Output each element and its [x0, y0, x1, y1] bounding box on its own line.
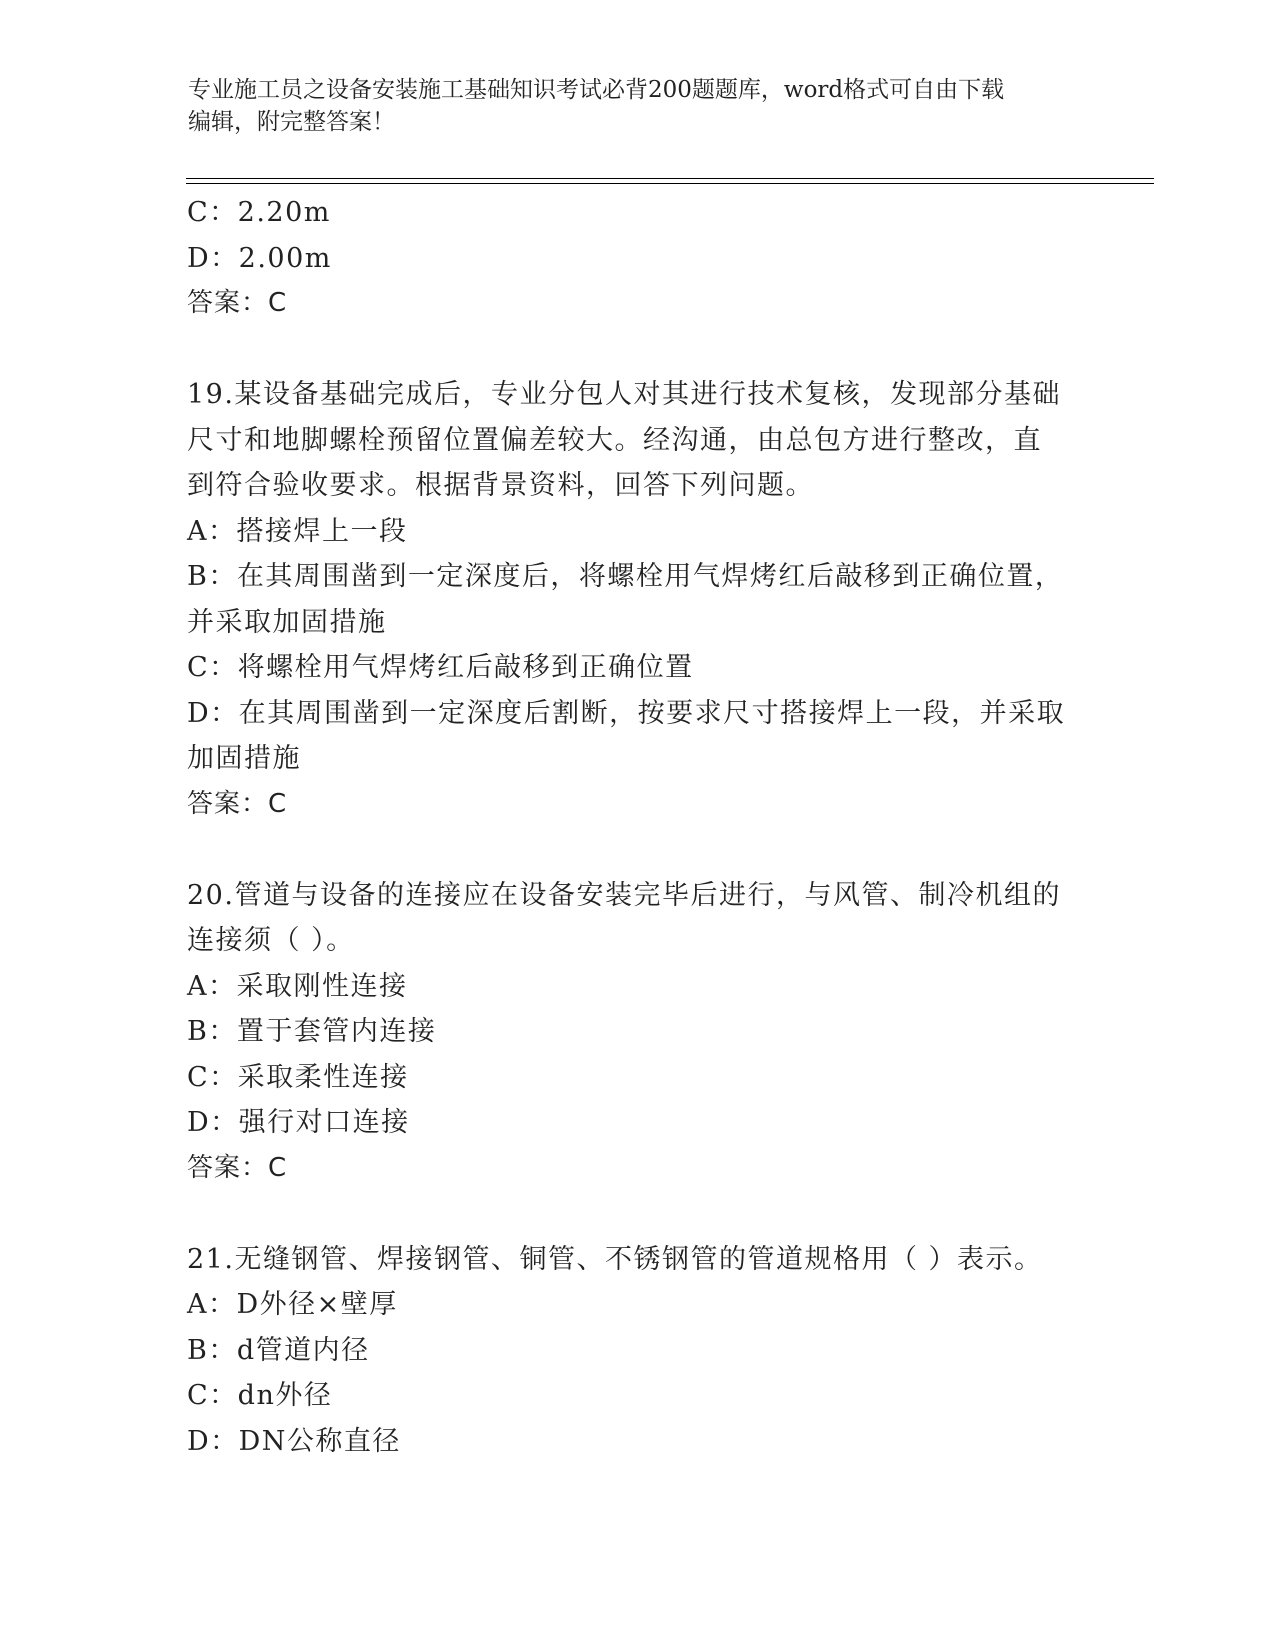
option-d-continued: 加固措施 — [187, 743, 301, 774]
option-d: D：DN公称直径 — [187, 1425, 401, 1457]
option-c: C：将螺栓用气焊烤红后敲移到正确位置 — [187, 652, 694, 683]
answer-line: 答案：C — [187, 788, 288, 819]
question-21 — [187, 1237, 1087, 1465]
option-b: B：d管道内径 — [187, 1334, 370, 1366]
header-divider-top — [186, 178, 1154, 179]
option-a: A：搭接焊上一段 — [187, 515, 408, 547]
option-b-continued: 并采取加固措施 — [187, 606, 387, 638]
header-divider-bottom — [186, 183, 1154, 184]
option-a: A：采取刚性连接 — [187, 970, 408, 1002]
option-c: C：采取柔性连接 — [187, 1061, 409, 1093]
option-c: C：dn外径 — [187, 1380, 333, 1411]
option-d: D：强行对口连接 — [187, 1107, 410, 1138]
question-19 — [187, 372, 1087, 827]
option-d: D：在其周围凿到一定深度后割断，按要求尺寸搭接焊上一段，并采取 — [187, 697, 1066, 729]
option-c: C：2.20m — [187, 197, 331, 228]
page-header — [188, 74, 1088, 138]
header-line-1: 专业施工员之设备安装施工基础知识考试必背200题题库，word格式可自由下载 — [188, 77, 1005, 103]
question-stem-line: 19.某设备基础完成后，专业分包人对其进行技术复核，发现部分基础 — [187, 379, 1061, 410]
spacer — [187, 827, 1087, 873]
header-line-2: 编辑，附完整答案！ — [188, 109, 395, 135]
option-d: D：2.00m — [187, 242, 332, 274]
question-stem-line: 连接须（ ）。 — [187, 925, 355, 956]
question-stem-line: 到符合验收要求。根据背景资料，回答下列问题。 — [187, 470, 814, 501]
question-20 — [187, 873, 1087, 1192]
option-b: B：在其周围凿到一定深度后，将螺栓用气焊烤红后敲移到正确位置， — [187, 561, 1064, 592]
option-b: B：置于套管内连接 — [187, 1016, 437, 1047]
question-stem-line: 尺寸和地脚螺栓预留位置偏差较大。经沟通，由总包方进行整改，直 — [187, 424, 1042, 456]
previous-question-tail — [187, 190, 1087, 327]
question-stem-line: 21.无缝钢管、焊接钢管、铜管、不锈钢管的管道规格用（ ）表示。 — [187, 1243, 1043, 1275]
answer-line: 答案：C — [187, 288, 288, 318]
spacer — [187, 327, 1087, 373]
answer-line: 答案：C — [187, 1152, 288, 1183]
spacer — [187, 1191, 1087, 1237]
question-stem-line: 20.管道与设备的连接应在设备安装完毕后进行，与风管、制冷机组的 — [187, 879, 1061, 911]
option-a: A：D外径×壁厚 — [187, 1289, 398, 1320]
document-body — [187, 190, 1087, 1464]
